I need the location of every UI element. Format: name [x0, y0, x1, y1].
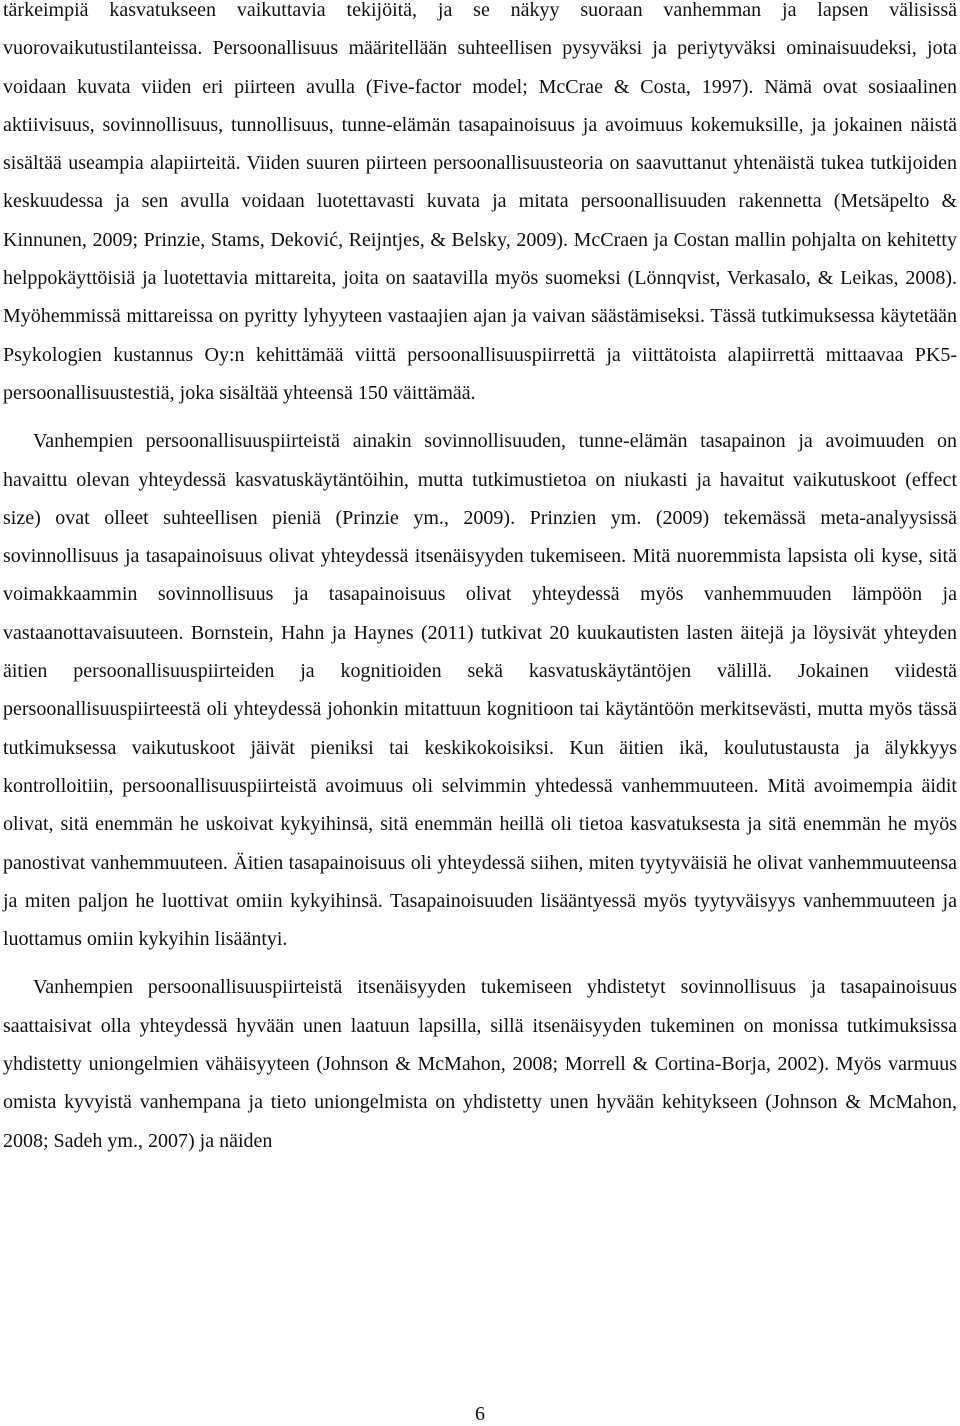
- document-page: [3, 0, 957, 1160]
- paragraph-personality-theory: tärkeimpiä kasvatukseen vaikuttavia tekijöitä, ja se näkyy suoraan vanhemman ja lapsen välisissä vuorovaikutustilanteissa. Persoonallisuus määritellään suhteellisen pysyväksi ja periytyväksi ominaisuudeksi, jota voidaan kuvata viiden eri piirteen avulla (Five-factor model; McCrae & Costa, 1997). Nämä ovat sosiaalinen aktiivisuus, sovinnollisuus, tunnollisuus, tunne-elämän tasapainoisuus ja avoimuus kokemuksille, ja jokainen näistä sisältää useampia alapiirteitä. Viiden suuren piirteen persoonallisuusteoria on saavuttanut yhtenäistä tukea tutkijoiden keskuudessa ja sen avulla voidaan luotettavasti kuvata ja mitata persoonallisuuden rakennetta (Metsäpelto & Kinnunen, 2009; Prinzie, Stams, Deković, Reijntjes, & Belsky, 2009). McCraen ja Costan mallin pohjalta on kehitetty helppokäyttöisiä ja luotettavia mittareita, joita on saatavilla myös suomeksi (Lönnqvist, Verkasalo, & Leikas, 2008). Myöhemmissä mittareissa on pyritty lyhyyteen vastaajien ajan ja vaivan säästämiseksi. Tässä tutkimuksessa käytetään Psykologien kustannus Oy:n kehittämää viittä persoonallisuuspiirrettä ja viittätoista alapiirrettä mittaavaa PK5-persoonallisuustestiä, joka sisältää yhteensä 150 väittämää.: [3, 0, 957, 404]
- paragraph-parent-traits-research: Vanhempien persoonallisuuspiirteistä ainakin sovinnollisuuden, tunne-elämän tasapainon ja avoimuuden on havaittu olevan yhteydessä kasvatuskäytäntöihin, mutta tutkimustietoa on niukasti ja havaitut vaikutuskoot (effect size) ovat olleet suhteellisen pieniä (Prinzie ym., 2009). Prinzien ym. (2009) tekemässä meta-analyysissä sovinnollisuus ja tasapainoisuus olivat yhteydessä itsenäisyyden tukemiseen. Mitä nuoremmista lapsista oli kyse, sitä voimakkaammin sovinnollisuus ja tasapainoisuus olivat yhteydessä myös vanhemmuuden lämpöön ja vastaanottavaisuuteen. Bornstein, Hahn ja Haynes (2011) tutkivat 20 kuukautisten lasten äitejä ja löysivät yhteyden äitien persoonallisuuspiirteiden ja kognitioiden sekä kasvatuskäytäntöjen välillä. Jokainen viidestä persoonallisuuspiirteestä oli yhteydessä johonkin mitattuun kognitioon tai käytäntöön merkitsevästi, mutta myös tässä tutkimuksessa vaikutuskoot jäivät pieniksi tai keskikokoisiksi. Kun äitien ikä, koulutustausta ja älykkyys kontrolloitiin, persoonallisuuspiirteistä avoimuus oli selvimmin yhtedessä vanhemmuuteen. Mitä avoimempia äidit olivat, sitä enemmän he uskoivat kykyihinsä, sitä enemmän heillä oli tietoa kasvatuksesta ja sitä enemmän he myös panostivat vanhemmuuteen. Äitien tasapainoisuus oli yhteydessä siihen, miten tyytyväisiä he olivat vanhemmuuteensa ja miten paljon he luottivat omiin kykyihinsä. Tasapainoisuuden lisääntyessä myös tyytyväisyys vanhemmuuteen ja luottamus omiin kykyihin lisääntyi.: [3, 430, 957, 951]
- page-number: 6: [475, 1403, 485, 1425]
- paragraph-sleep-connection: Vanhempien persoonallisuuspiirteistä itsenäisyyden tukemiseen yhdistetyt sovinnollisuus ja tasapainoisuus saattaisivat olla yhteydessä hyvään unen laatuun lapsilla, sillä itsenäisyyden tukeminen on monissa tutkimuksissa yhdistetty uniongelmien vähäisyyteen (Johnson & McMahon, 2008; Morrell & Cortina-Borja, 2002). Myös varmuus omista kyvyistä vanhempana ja tieto uniongelmista on yhdistetty unen hyvään kehitykseen (Johnson & McMahon, 2008; Sadeh ym., 2007) ja näiden: [3, 976, 957, 1152]
